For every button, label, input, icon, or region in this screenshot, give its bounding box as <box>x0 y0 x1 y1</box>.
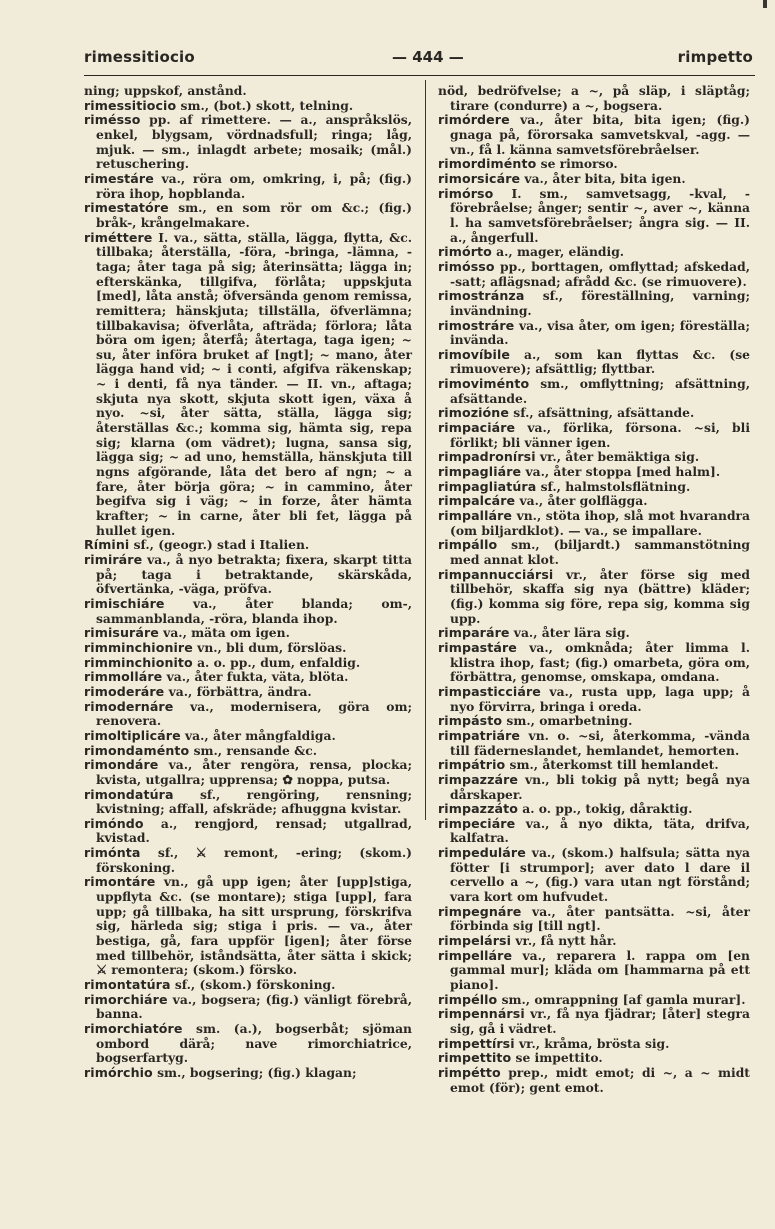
definition: va., åter lära sig. <box>509 625 630 641</box>
page-header <box>84 48 755 72</box>
definition: va., å nyo betrakta; fixera, skarpt titta på; taga i betraktande, skärskåda, öfvertänka, -väga, pröfva. <box>96 552 412 597</box>
dictionary-entry <box>84 626 412 641</box>
definition: vr., åter bemäktiga sig. <box>535 449 700 465</box>
headword: rimoderáre <box>84 683 165 699</box>
definition: vr., åter förse sig med tillbehör, skaffa sig nya (bättre) kläder; (fig.) komma sig före, repa sig, komma sig upp. <box>450 566 750 626</box>
definition: sm., omrappning [af gamla murar]. <box>497 991 746 1007</box>
dictionary-entry <box>84 1022 412 1066</box>
headword: rimpalláre <box>438 508 513 524</box>
dictionary-entry <box>84 875 412 978</box>
definition: pp. af rimettere. — a., anspråkslös, enkel, blygsam, vördnadsfull; ringa; låg, mjuk. — sm., inlagdt arbete; mosaik; (mål.) retuschering. <box>96 112 412 172</box>
dictionary-entry <box>84 231 412 539</box>
dictionary-entry <box>438 260 750 289</box>
headword: rimontatúra <box>84 977 171 993</box>
definition: va., å nyo dikta, täta, drifva, kalfatra. <box>450 815 750 846</box>
definition: va., åter pantsätta. ~si, åter förbinda sig [till ngt]. <box>450 903 750 934</box>
definition: a., rengjord, rensad; utgallrad, kvistad. <box>96 815 412 846</box>
dictionary-entry <box>438 348 750 377</box>
definition: va., omknåda; åter limma l. klistra ihop, fast; (fig.) omarbeta, göra om, förbättra, genomse, omskapa, omdana. <box>450 639 750 685</box>
dictionary-entry <box>84 744 412 759</box>
dictionary-entry <box>438 758 750 773</box>
dictionary-entry <box>438 714 750 729</box>
definition: va., åter bita, bita igen. <box>520 170 686 186</box>
definition: a. o. pp., tokig, dåraktig. <box>518 801 693 817</box>
headword: rimóndo <box>84 815 144 831</box>
headword: rimorchiáre <box>84 991 168 1007</box>
column-divider <box>425 80 426 820</box>
headword: rimparáre <box>438 625 510 641</box>
headword: rimpelláre <box>438 947 513 963</box>
dictionary-entry <box>438 421 750 450</box>
dictionary-entry <box>84 700 412 729</box>
definition: va., mäta om igen. <box>158 625 290 641</box>
definition: va., åter mångfaldiga. <box>180 727 336 743</box>
headword: Rímini <box>84 537 130 553</box>
dictionary-entry <box>438 626 750 641</box>
definition: sm., en som rör om &c.; (fig.) bråk-, krångelmakare. <box>96 200 412 230</box>
definition: sf., (skom.) förskoning. <box>170 977 336 993</box>
dictionary-entry <box>84 846 412 875</box>
definition: vr., få nytt hår. <box>511 933 617 949</box>
dictionary-entry <box>84 670 412 685</box>
definition: sm., (biljardt.) sammanstötning med annat klot. <box>450 537 750 567</box>
dictionary-entry <box>438 993 750 1008</box>
dictionary-entry <box>438 289 750 318</box>
dictionary-entry <box>84 84 412 99</box>
headword: rimórso <box>438 185 494 201</box>
headword: rimpállo <box>438 537 498 553</box>
headword: rimpastáre <box>438 639 517 655</box>
headword: rimestatóre <box>84 200 169 216</box>
headword: rimórchio <box>84 1064 153 1080</box>
definition: va., åter stoppa [med halm]. <box>521 464 721 480</box>
definition: va., visa åter, om igen; föreställa; invända. <box>450 317 750 348</box>
definition: va., (skom.) halfsula; sätta nya fötter [i strumpor]; aver dato l dare il cervello a ~, (fig.) vara utan ngt förstånd; vara kort om hufvudet. <box>450 845 750 905</box>
dictionary-entry <box>438 187 750 246</box>
headword: rimpagliatúra <box>438 478 537 494</box>
dictionary-entry <box>438 949 750 993</box>
headword: rimondáre <box>84 757 159 773</box>
header-rule <box>84 75 755 76</box>
dictionary-entry <box>438 450 750 465</box>
dictionary-entry <box>84 172 412 201</box>
dictionary-entry <box>438 802 750 817</box>
dictionary-entry <box>438 509 750 538</box>
definition: sm. (a.), bogserbåt; sjöman ombord därå; nave rimorchiatrice, bogserfartyg. <box>96 1021 412 1066</box>
left-column <box>84 84 412 1081</box>
definition: nöd, bedröfvelse; a ~, på släp, i släptåg; tirare (condurre) a ~, bogsera. <box>438 83 750 113</box>
dictionary-entry <box>84 113 412 172</box>
definition: sf., ⚔ remont, -ering; (skom.) förskoning. <box>96 845 412 875</box>
headword: rimostránza <box>438 288 525 304</box>
definition: va., åter fukta, väta, blöta. <box>162 669 349 685</box>
dictionary-entry <box>84 788 412 817</box>
dictionary-entry <box>438 84 750 113</box>
definition: vn., gå upp igen; åter [upp]stiga, uppflyta &c. (se montare); stiga [upp], fara upp; gå tillbaka, ha sitt ursprung, förskrifva sig, härleda sig; stiga i pris. — va., åter bestiga, gå, fara uppför [igen]; åter förse med tillbehör, iståndsätta, åter sätta i skick; ⚔ remontera; (skom.) försko. <box>96 874 412 978</box>
headword: rimónta <box>84 845 141 861</box>
headword: rimpazzáto <box>438 801 518 817</box>
definition: ning; uppskof, anstånd. <box>84 83 247 98</box>
headword: rimpettito <box>438 1050 512 1066</box>
dictionary-entry <box>438 846 750 905</box>
headword: rimiráre <box>84 552 143 567</box>
headword: rimpadronírsi <box>438 449 536 465</box>
definition: sf., rengöring, rensning; kvistning; affall, afskräde; afhuggna kvistar. <box>96 786 412 817</box>
headword: rimpaciáre <box>438 420 516 436</box>
definition: va., reparera l. rappa om [en gammal mur]; kläda om [hammarna på ett piano]. <box>450 947 750 993</box>
definition: va., förbättra, ändra. <box>164 683 312 699</box>
headword: rimminchionire <box>84 639 193 655</box>
headword: rimósso <box>438 258 495 274</box>
dictionary-entry <box>438 157 750 172</box>
headword: rimessitiocio <box>84 97 177 113</box>
headword: rimminchionito <box>84 654 193 670</box>
definition: se rimorso. <box>536 156 618 172</box>
definition: sm., omflyttning; afsättning, afsättande. <box>450 376 750 406</box>
dictionary-entry <box>438 406 750 421</box>
dictionary-entry <box>438 905 750 934</box>
definition: va., förlika, försona. ~si, bli förlikt; bli vänner igen. <box>450 420 750 450</box>
dictionary-entry <box>84 641 412 656</box>
definition: a., som kan flyttas &c. (se rimuovere); afsättlig; flyttbar. <box>450 346 750 377</box>
definition: sf., afsättning, afsättande. <box>509 405 695 421</box>
dictionary-entry <box>438 817 750 846</box>
right-column <box>438 84 750 1095</box>
headword: rimoltiplicáre <box>84 727 181 743</box>
headword: riméttere <box>84 229 153 245</box>
headword: rimpagliáre <box>438 464 522 480</box>
dictionary-entry <box>438 172 750 187</box>
headword: rimmolláre <box>84 669 163 685</box>
definition: vr., kråma, brösta sig. <box>514 1035 670 1051</box>
definition: I. sm., samvetsagg, -kval, -förebråelse; ånger; sentir ~, aver ~, känna l. ha samvetsförebråelser; ångra sig. — II. a., ångerfull. <box>450 185 750 245</box>
definition: sf., (geogr.) stad i Italien. <box>129 537 310 553</box>
left-guide-word: rimessitiocio <box>84 48 195 66</box>
page-number: — 444 — <box>392 48 464 66</box>
headword: rimpásto <box>438 713 503 729</box>
headword: rimpeciáre <box>438 815 516 831</box>
headword: rimovíbile <box>438 346 511 362</box>
headword: rimpazzáre <box>438 771 519 787</box>
dictionary-entry <box>438 480 750 495</box>
dictionary-entry <box>438 245 750 260</box>
headword: rimórdere <box>438 112 510 128</box>
dictionary-entry <box>438 685 750 714</box>
definition: pp., borttagen, omflyttad; afskedad, -satt; aflägsnad; afrådd &c. (se rimuovere). <box>450 258 750 289</box>
dictionary-entry <box>84 1066 412 1081</box>
definition: va., bogsera; (fig.) vänligt förebrå, banna. <box>96 991 412 1022</box>
definition: a. o. pp., dum, enfaldig. <box>192 654 361 670</box>
headword: rimestáre <box>84 170 154 186</box>
definition: a., mager, eländig. <box>491 244 625 260</box>
headword: rimozióne <box>438 405 510 421</box>
definition: sm., återkomst till hemlandet. <box>505 757 719 773</box>
definition: va., röra om, omkring, i, på; (fig.) röra ihop, hopblanda. <box>96 170 412 201</box>
headword: rimpalcáre <box>438 493 516 509</box>
dictionary-entry <box>438 934 750 949</box>
definition: sf., föreställning, varning; invändning. <box>450 288 750 318</box>
dictionary-entry <box>438 729 750 758</box>
dictionary-entry <box>438 773 750 802</box>
dictionary-entry <box>84 99 412 114</box>
dictionary-entry <box>84 758 412 787</box>
headword: rimpennársi <box>438 1006 525 1022</box>
dictionary-entry <box>438 465 750 480</box>
headword: rimpelársi <box>438 933 512 949</box>
headword: rimischiáre <box>84 595 165 611</box>
definition: sm., bogsering; (fig.) klagan; <box>152 1064 357 1080</box>
definition: I. va., sätta, ställa, lägga, flytta, &c. tillbaka; återställa, -föra, -bringa, -lämna, -taga; åter taga på sig; återinsätta; lägga in; efterskänka, tillgifva, förlåta; uppskjuta [med], låta anstå; öfversända genom remissa, remittera; hänskjuta; tillställa, öfverlämna; tillbakavisa; öfverlåta, afträda; förlora; låta böra om igen; återfå; återtaga, taga igen; ~ su, åter införa bruket af [ngt]; ~ mano, åter lägga hand vid; ~ i conti, afgifva räkenskap; ~ i denti, få nya tänder. — II. vn., aftaga; skjuta nya skott, skjuta skott igen, växa å nyo. ~si, åter sätta, ställa, lägga sig; återställas &c.; komma sig, hämta sig, repa sig; klarna (om vädret); lugna, sansa sig, lägga sig; ~ ad uno, hemställa, hänskjuta till ngns afgörande, låta det bero af ngn; ~ a fare, åter börja göra; ~ in cammino, åter begifva sig i väg; ~ in forze, åter hämta krafter; ~ in carne, åter bli fet, lägga på hullet igen. <box>96 229 412 538</box>
headword: rimpátrio <box>438 757 506 773</box>
dictionary-entry <box>84 978 412 993</box>
headword: rimondatúra <box>84 786 174 802</box>
dictionary-entry <box>438 641 750 685</box>
headword: rimpeduláre <box>438 845 526 861</box>
definition: va., åter blanda; om-, sammanblanda, -röra, blanda ihop. <box>96 595 412 626</box>
definition: sm., omarbetning. <box>502 713 633 729</box>
definition: se impettito. <box>511 1050 603 1066</box>
dictionary-entry <box>84 538 412 553</box>
headword: rimorsicáre <box>438 170 521 186</box>
definition: vn., bli tokig på nytt; begå nya dårskaper. <box>450 771 750 802</box>
headword: rimpettírsi <box>438 1035 515 1051</box>
definition: vr., få nya fjädrar; [åter] stegra sig, gå i vädret. <box>450 1006 750 1036</box>
dictionary-entry <box>84 553 412 597</box>
dictionary-entry <box>438 377 750 406</box>
definition: sm., rensande &c. <box>189 742 318 758</box>
dictionary-entry <box>84 597 412 626</box>
definition: sm., (bot.) skott, telning. <box>176 97 354 113</box>
headword: rimorchiatóre <box>84 1021 183 1036</box>
ink-speck <box>763 0 767 8</box>
dictionary-entry <box>84 729 412 744</box>
dictionary-entry <box>438 319 750 348</box>
definition: va., modernisera, göra om; renovera. <box>96 698 412 729</box>
definition: prep., midt emot; di ~, a ~ midt emot (för); gent emot. <box>450 1064 750 1095</box>
definition: sf., halmstolsflätning. <box>536 478 691 494</box>
headword: rimpegnáre <box>438 903 522 919</box>
dictionary-entry <box>84 685 412 700</box>
dictionary-entry <box>438 538 750 567</box>
dictionary-entry <box>438 1051 750 1066</box>
headword: rimondaménto <box>84 742 190 758</box>
dictionary-entry <box>84 993 412 1022</box>
dictionary-entry <box>438 1037 750 1052</box>
dictionary-entry <box>84 817 412 846</box>
headword: rimontáre <box>84 874 156 890</box>
definition: vn., bli dum, förslöas. <box>192 639 347 655</box>
definition: vn., stöta ihop, slå mot hvarandra (om biljardklot). — va., se impallare. <box>450 508 750 538</box>
definition: vn. o. ~si, återkomma, -vända till fäderneslandet, hemlandet, hemorten. <box>450 727 750 758</box>
dictionary-entry <box>84 201 412 230</box>
headword: rimodernáre <box>84 698 174 714</box>
definition: va., åter rengöra, rensa, plocka; kvista, utgallra; upprensa; ✿ noppa, putsa. <box>96 757 412 787</box>
headword: rimpannucciársi <box>438 566 554 582</box>
dictionary-entry <box>438 1066 750 1095</box>
headword: rimisuráre <box>84 625 159 641</box>
definition: va., åter bita, bita igen; (fig.) gnaga på, förorsaka samvetskval, -agg. — vn., få l. känna samvetsförebråelser. <box>450 112 750 157</box>
dictionary-entry <box>438 1007 750 1036</box>
right-guide-word: rimpetto <box>677 48 753 66</box>
definition: va., åter golflägga. <box>515 493 648 509</box>
headword: riméssо <box>84 112 141 128</box>
headword: rimórto <box>438 244 492 260</box>
definition: va., rusta upp, laga upp; å nyo förvirra, bringa i oreda. <box>450 683 750 714</box>
headword: rimpétto <box>438 1064 501 1080</box>
headword: rimpatriáre <box>438 727 521 743</box>
headword: rimpéllo <box>438 991 498 1007</box>
headword: rimostráre <box>438 317 515 333</box>
dictionary-entry <box>438 568 750 627</box>
headword: rimpasticciáre <box>438 683 541 699</box>
headword: rimoviménto <box>438 376 530 392</box>
headword: rimordiménto <box>438 156 537 172</box>
dictionary-entry <box>438 494 750 509</box>
dictionary-entry <box>438 113 750 157</box>
dictionary-entry <box>84 656 412 671</box>
